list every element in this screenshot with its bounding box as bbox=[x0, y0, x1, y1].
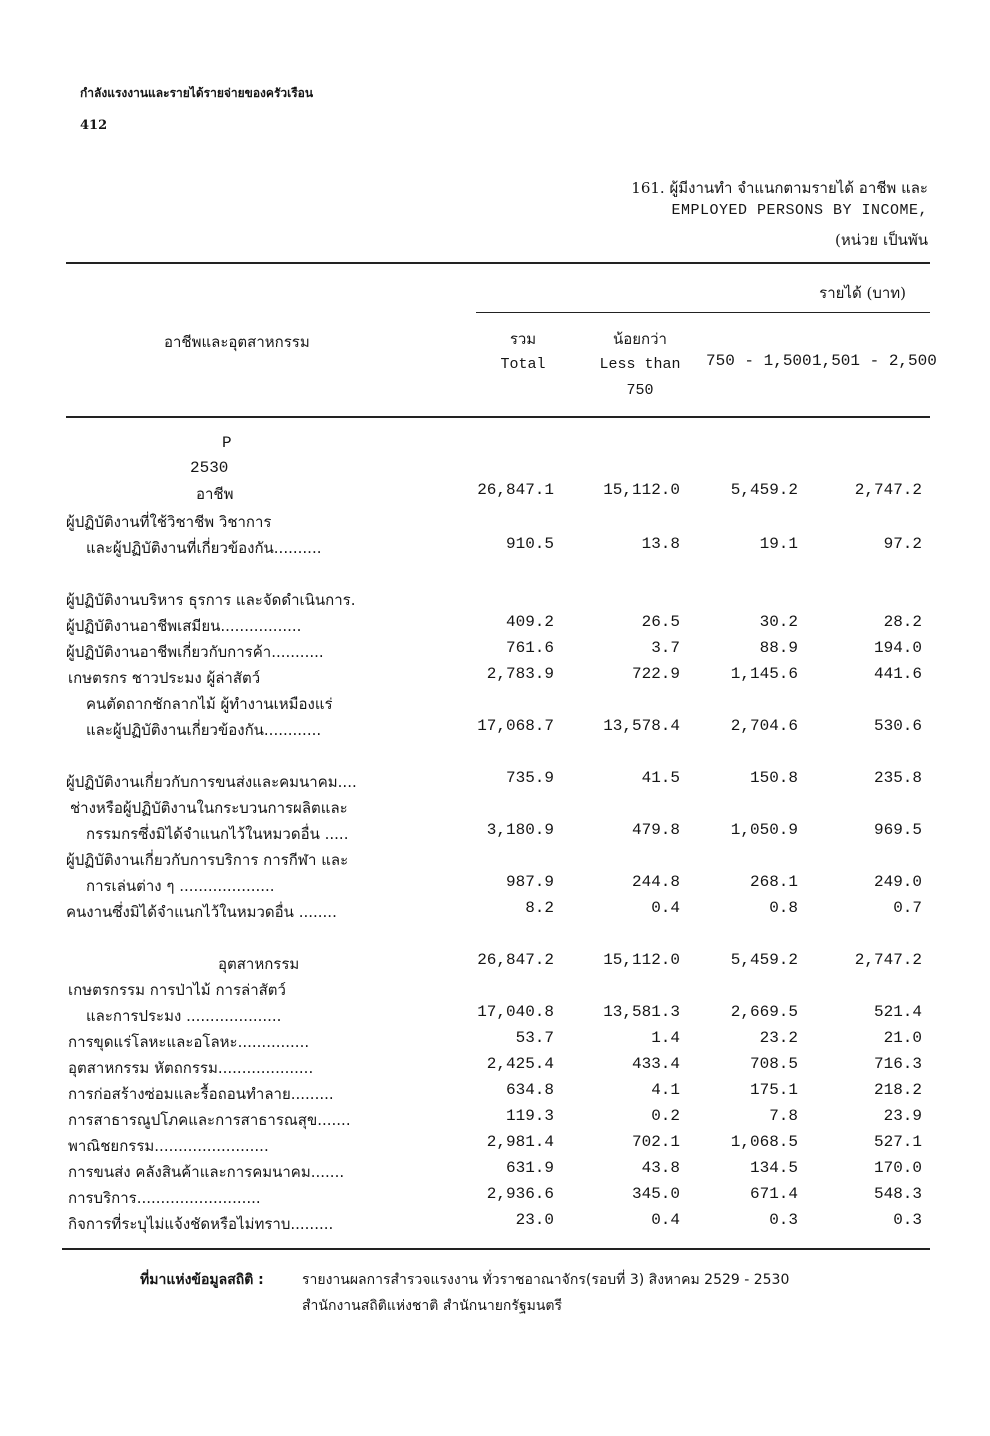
cell-c1501: 0.3 bbox=[893, 1211, 922, 1229]
row-label: ผู้ปฏิบัติงานบริหาร ธุรการ และจัดดำเนินการ. bbox=[66, 591, 356, 609]
row-label: คนงานซึ่งมิได้จำแนกไว้ในหมวดอื่น ........ bbox=[66, 903, 337, 921]
cell-lt750: 479.8 bbox=[631, 821, 680, 839]
cell-c750: 0.3 bbox=[769, 1211, 798, 1229]
row-label: เกษตรกร ชาวประมง ผู้ล่าสัตว์ bbox=[68, 669, 261, 687]
running-header: กำลังแรงงานและรายได้รายจ่ายของครัวเรือน bbox=[80, 86, 314, 100]
cell-c1501: 969.5 bbox=[873, 821, 922, 839]
cell-lt750: 345.0 bbox=[631, 1185, 680, 1203]
cell-c1501: 2,747.2 bbox=[854, 481, 922, 499]
cell-lt750: 15,112.0 bbox=[603, 951, 680, 969]
less-than-750-header-value: 750 bbox=[626, 382, 654, 399]
total-header-thai: รวม bbox=[509, 330, 537, 348]
cell-lt750: 0.4 bbox=[651, 1211, 680, 1229]
row-label: เกษตรกรรม การป่าไม้ การล่าสัตว์ bbox=[68, 981, 286, 999]
row-label: ผู้ปฏิบัติงานอาชีพเสมียน................. bbox=[66, 617, 302, 635]
row-label: ผู้ปฏิบัติงานอาชีพเกี่ยวกับการค้า........... bbox=[66, 643, 324, 661]
cell-c1501: 194.0 bbox=[873, 639, 922, 657]
cell-total: 631.9 bbox=[505, 1159, 554, 1177]
cell-c1501: 170.0 bbox=[873, 1159, 922, 1177]
cell-lt750: 4.1 bbox=[651, 1081, 680, 1099]
cell-c750: 175.1 bbox=[749, 1081, 798, 1099]
header-bottom-rule bbox=[66, 416, 930, 418]
cell-total: 987.9 bbox=[505, 873, 554, 891]
row-label: และผู้ปฏิบัติงานเกี่ยวข้องกัน............ bbox=[86, 721, 322, 739]
cell-c1501: 527.1 bbox=[873, 1133, 922, 1151]
page-number: 412 bbox=[80, 118, 108, 133]
row-label: กิจการที่ระบุไม่แจ้งชัดหรือไม่ทราบ......... bbox=[68, 1215, 334, 1233]
table-unit-note: (หน่วย เป็นพัน bbox=[834, 231, 928, 249]
row-label: การขุดแร่โลหะและอโลหะ............... bbox=[68, 1033, 310, 1051]
range-1501-2500-header: 1,501 - 2,500 bbox=[812, 352, 937, 370]
cell-lt750: 43.8 bbox=[641, 1159, 680, 1177]
cell-total: 26,847.2 bbox=[477, 951, 554, 969]
range-750-1500-header: 750 - 1,500 bbox=[706, 352, 812, 370]
source-line-2: สำนักงานสถิติแห่งชาติ สำนักนายกรัฐมนตรี bbox=[302, 1298, 563, 1314]
cell-c750: 30.2 bbox=[759, 613, 798, 631]
total-header-english: Total bbox=[500, 356, 546, 373]
cell-c750: 7.8 bbox=[769, 1107, 798, 1125]
cell-lt750: 1.4 bbox=[651, 1029, 680, 1047]
row-label: อุตสาหกรรม หัตถกรรม.................... bbox=[68, 1059, 314, 1077]
cell-c1501: 97.2 bbox=[883, 535, 922, 553]
total-header bbox=[488, 326, 558, 378]
cell-total: 910.5 bbox=[505, 535, 554, 553]
cell-c1501: 521.4 bbox=[873, 1003, 922, 1021]
cell-c1501: 2,747.2 bbox=[854, 951, 922, 969]
cell-c750: 1,145.6 bbox=[730, 665, 798, 683]
cell-lt750: 722.9 bbox=[631, 665, 680, 683]
cell-total: 53.7 bbox=[515, 1029, 554, 1047]
cell-total: 17,040.8 bbox=[477, 1003, 554, 1021]
cell-lt750: 702.1 bbox=[631, 1133, 680, 1151]
table-bottom-rule bbox=[62, 1248, 930, 1250]
cell-lt750: 0.4 bbox=[651, 899, 680, 917]
cell-c1501: 0.7 bbox=[893, 899, 922, 917]
cell-c750: 2,704.6 bbox=[730, 717, 798, 735]
cell-lt750: 13,581.3 bbox=[603, 1003, 680, 1021]
row-label: การบริการ.......................... bbox=[68, 1189, 261, 1207]
cell-c1501: 249.0 bbox=[873, 873, 922, 891]
cell-c1501: 530.6 bbox=[873, 717, 922, 735]
cell-total: 2,783.9 bbox=[486, 665, 554, 683]
cell-total: 119.3 bbox=[505, 1107, 554, 1125]
cell-total: 23.0 bbox=[515, 1211, 554, 1229]
table-top-rule bbox=[66, 262, 930, 264]
cell-c750: 88.9 bbox=[759, 639, 798, 657]
cell-total: 761.6 bbox=[505, 639, 554, 657]
provisional-marker: P bbox=[222, 434, 232, 452]
table-title-english: EMPLOYED PERSONS BY INCOME, bbox=[671, 202, 928, 219]
cell-c750: 671.4 bbox=[749, 1185, 798, 1203]
stub-header: อาชีพและอุตสาหกรรม bbox=[164, 333, 310, 351]
cell-lt750: 13,578.4 bbox=[603, 717, 680, 735]
row-label: อาชีพ bbox=[196, 485, 234, 503]
row-label: กรรมกรซึ่งมิได้จำแนกไว้ในหมวดอื่น ..... bbox=[86, 825, 349, 843]
source-line-1: รายงานผลการสำรวจแรงงาน ทั่วราชอาณาจักร(รอบที่ 3) สิงหาคม 2529 - 2530 bbox=[302, 1272, 790, 1288]
row-label: การสาธารณูปโภคและการสาธารณสุข....... bbox=[68, 1111, 351, 1129]
cell-c750: 2,669.5 bbox=[730, 1003, 798, 1021]
income-span-rule bbox=[476, 312, 930, 313]
cell-c1501: 716.3 bbox=[873, 1055, 922, 1073]
cell-total: 735.9 bbox=[505, 769, 554, 787]
row-label: และการประมง .................... bbox=[86, 1007, 282, 1025]
row-label: ช่างหรือผู้ปฏิบัติงานในกระบวนการผลิตและ bbox=[70, 799, 348, 817]
cell-lt750: 433.4 bbox=[631, 1055, 680, 1073]
cell-c750: 268.1 bbox=[749, 873, 798, 891]
cell-lt750: 41.5 bbox=[641, 769, 680, 787]
cell-c1501: 218.2 bbox=[873, 1081, 922, 1099]
cell-total: 2,936.6 bbox=[486, 1185, 554, 1203]
cell-lt750: 0.2 bbox=[651, 1107, 680, 1125]
cell-total: 2,981.4 bbox=[486, 1133, 554, 1151]
row-label: พาณิชยกรรม........................ bbox=[68, 1137, 269, 1155]
cell-total: 3,180.9 bbox=[486, 821, 554, 839]
cell-total: 2,425.4 bbox=[486, 1055, 554, 1073]
table-title-thai: 161. ผู้มีงานทำ จำแนกตามรายได้ อาชีพ และ bbox=[631, 179, 928, 197]
cell-total: 8.2 bbox=[525, 899, 554, 917]
cell-c1501: 548.3 bbox=[873, 1185, 922, 1203]
less-than-750-header bbox=[590, 326, 690, 404]
cell-lt750: 244.8 bbox=[631, 873, 680, 891]
cell-c750: 1,050.9 bbox=[730, 821, 798, 839]
cell-c750: 19.1 bbox=[759, 535, 798, 553]
cell-c750: 5,459.2 bbox=[730, 481, 798, 499]
cell-c750: 150.8 bbox=[749, 769, 798, 787]
cell-c1501: 21.0 bbox=[883, 1029, 922, 1047]
row-label: การขนส่ง คลังสินค้าและการคมนาคม....... bbox=[68, 1163, 345, 1181]
cell-c1501: 235.8 bbox=[873, 769, 922, 787]
cell-lt750: 13.8 bbox=[641, 535, 680, 553]
row-label: และผู้ปฏิบัติงานที่เกี่ยวข้องกัน.......... bbox=[86, 539, 322, 557]
cell-total: 17,068.7 bbox=[477, 717, 554, 735]
less-than-750-header-english: Less than bbox=[599, 356, 681, 373]
cell-total: 634.8 bbox=[505, 1081, 554, 1099]
income-group-header: รายได้ (บาท) bbox=[819, 284, 906, 302]
cell-c750: 134.5 bbox=[749, 1159, 798, 1177]
less-than-750-header-thai: น้อยกว่า bbox=[613, 330, 667, 348]
row-label: ผู้ปฏิบัติงานที่ใช้วิชาชีพ วิชาการ bbox=[66, 513, 272, 531]
cell-total: 26,847.1 bbox=[477, 481, 554, 499]
row-label: การเล่นต่าง ๆ .................... bbox=[86, 877, 275, 895]
section-year: 2530 bbox=[190, 459, 229, 477]
cell-c1501: 23.9 bbox=[883, 1107, 922, 1125]
cell-lt750: 3.7 bbox=[651, 639, 680, 657]
cell-c750: 708.5 bbox=[749, 1055, 798, 1073]
cell-c1501: 28.2 bbox=[883, 613, 922, 631]
cell-c750: 1,068.5 bbox=[730, 1133, 798, 1151]
cell-c750: 5,459.2 bbox=[730, 951, 798, 969]
cell-lt750: 26.5 bbox=[641, 613, 680, 631]
cell-c750: 0.8 bbox=[769, 899, 798, 917]
source-label: ที่มาแห่งข้อมูลสถิติ : bbox=[140, 1272, 264, 1288]
cell-c750: 23.2 bbox=[759, 1029, 798, 1047]
row-label: การก่อสร้างซ่อมและรื้อถอนทำลาย......... bbox=[68, 1085, 334, 1103]
cell-lt750: 15,112.0 bbox=[603, 481, 680, 499]
row-label: คนตัดถากชักลากไม้ ผู้ทำงานเหมืองแร่ bbox=[86, 695, 333, 713]
cell-total: 409.2 bbox=[505, 613, 554, 631]
row-label: ผู้ปฏิบัติงานเกี่ยวกับการขนส่งและคมนาคม.... bbox=[66, 773, 357, 791]
row-label: ผู้ปฏิบัติงานเกี่ยวกับการบริการ การกีฬา และ bbox=[66, 851, 349, 869]
cell-c1501: 441.6 bbox=[873, 665, 922, 683]
row-label: อุตสาหกรรม bbox=[218, 955, 300, 973]
